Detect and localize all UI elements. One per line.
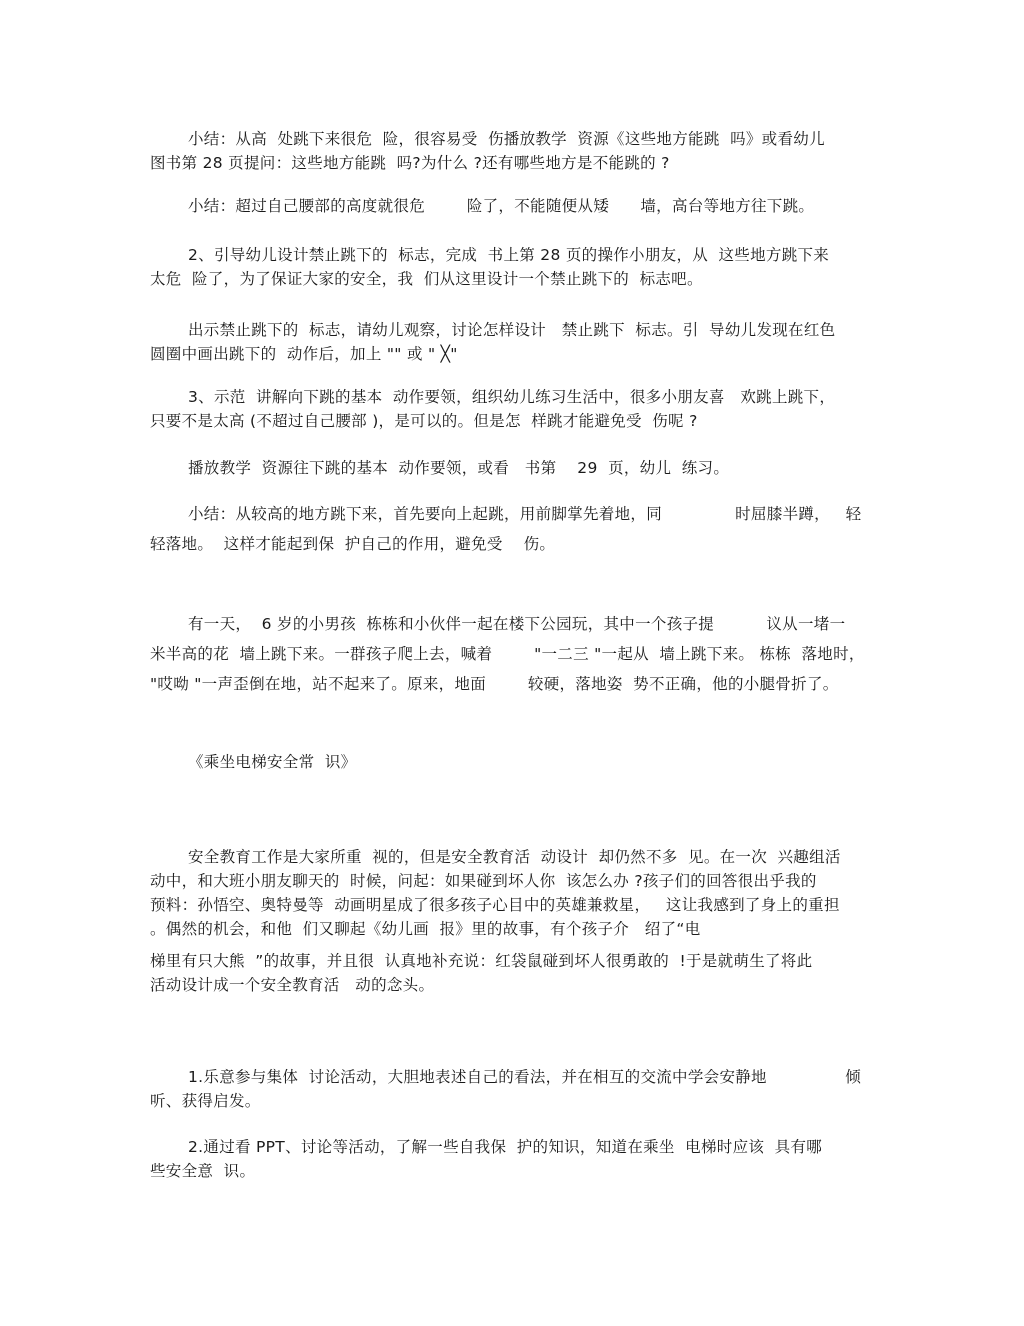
text-line: 预料：孙悟空、奥特曼等 动画明星成了很多孩子心目中的英雄兼救星， 这让我感到了身上的重担 [150,896,840,914]
paragraph-summary-2 [150,194,880,218]
paragraph-summary-3 [150,499,880,559]
text-line: 些安全意 识。 [150,1162,256,1180]
text-line: 圆圈中画出跳下的 动作后，加上 "" 或 " ╳" [150,345,458,363]
text-line: 米半高的花 墙上跳下来。一群孩子爬上去，喊着 "一二三 "一起从 墙上跳下来。 栋栋 落地时， [150,645,865,663]
text-line: 安全教育工作是大家所重 视的，但是安全教育活 动设计 却仍然不多 见。在一次 兴趣组活 [188,848,841,866]
text-line: 小结：从较高的地方跳下来，首先要向上起跳，用前脚掌先着地，同 时屈膝半蹲， 轻 [188,505,862,523]
text-line: 3、示范 讲解向下跳的基本 动作要领，组织幼儿练习生活中，很多小朋友喜 欢跳上跳下， [188,388,836,406]
text-line: 。偶然的机会，和他 们又聊起《幼儿画 报》里的故事，有个孩子介 绍了“电 [150,920,701,938]
paragraph-step-2 [150,243,880,291]
text-line: 听、获得启发。 [150,1092,261,1110]
text-line: 2、引导幼儿设计禁止跳下的 标志，完成 书上第 28 页的操作小朋友，从 这些地方跳下来 [188,246,830,264]
paragraph-design-intent [150,845,880,997]
text-line: 活动设计成一个安全教育活 动的念头。 [150,976,435,994]
text-line: 小结：从高 处跳下来很危 险，很容易受 伤播放教学 资源《这些地方能跳 吗》或看幼儿 [188,130,825,148]
text-line: 2.通过看 PPT、讨论等活动，了解一些自我保 护的知识，知道在乘坐 电梯时应该 具有哪 [188,1138,823,1156]
paragraph-goal-1 [150,1065,880,1113]
paragraph-summary-1 [150,127,880,175]
text-line: 只要不是太高 (不超过自己腰部 )，是可以的。但是怎 样跳才能避免受 伤呢 ? [150,412,698,430]
text-line: 太危 险了，为了保证大家的安全，我 们从这里设计一个禁止跳下的 标志吧。 [150,270,703,288]
paragraph-show-sign [150,318,880,366]
paragraph-story [150,609,880,699]
text-line: 小结：超过自己腰部的高度就很危 险了，不能随便从矮 墙，高台等地方往下跳。 [188,197,815,215]
section-title-elevator [150,750,880,774]
text-line: 动中，和大班小朋友聊天的 时候，问起：如果碰到坏人你 该怎么办 ?孩子们的回答很出乎我的 [150,872,817,890]
paragraph-play-resource [150,456,880,480]
text-line: "哎呦 "一声歪倒在地，站不起来了。原来，地面 较硬，落地姿 势不正确，他的小腿骨折了。 [150,675,839,693]
text-line: 图书第 28 页提问：这些地方能跳 吗?为什么 ?还有哪些地方是不能跳的 ? [150,154,670,172]
text-line: 《乘坐电梯安全常 识》 [188,753,357,771]
text-line: 梯里有只大熊 ”的故事，并且很 认真地补充说：红袋鼠碰到坏人很勇敢的 !于是就萌生了将此 [150,952,813,970]
text-line: 有一天， 6 岁的小男孩 栋栋和小伙伴一起在楼下公园玩，其中一个孩子提 议从一堵一 [188,615,846,633]
text-line: 出示禁止跳下的 标志，请幼儿观察，讨论怎样设计 禁止跳下 标志。引 导幼儿发现在红色 [188,321,836,339]
text-line: 1.乐意参与集体 讨论活动，大胆地表述自己的看法，并在相互的交流中学会安静地 倾 [188,1068,862,1086]
paragraph-step-3 [150,385,880,433]
paragraph-goal-2 [150,1135,880,1183]
text-line: 轻落地。 这样才能起到保 护自己的作用，避免受 伤。 [150,535,556,553]
text-line: 播放教学 资源往下跳的基本 动作要领，或看 书第 29 页，幼儿 练习。 [188,459,730,477]
